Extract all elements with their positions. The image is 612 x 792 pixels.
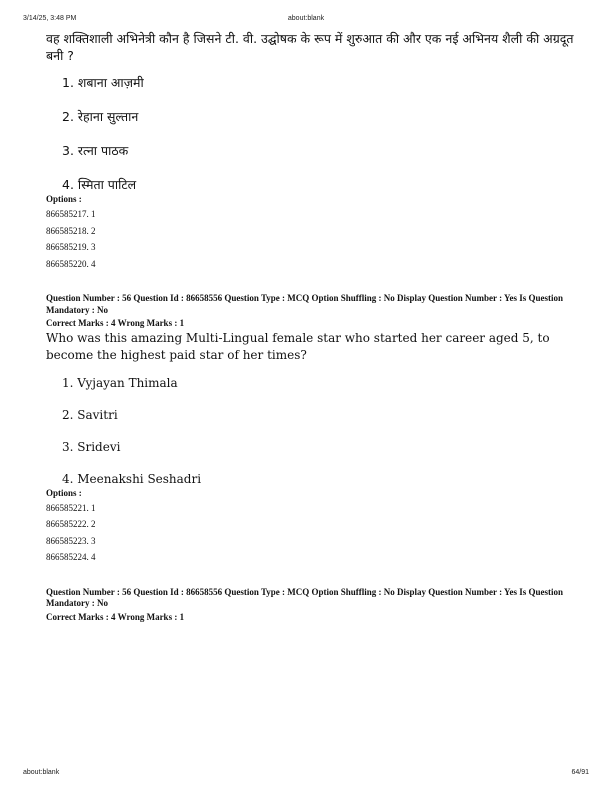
option-id-row: 866585217. 1 <box>46 209 96 219</box>
choice-item: 4. स्मिता पाटिल <box>62 177 137 192</box>
header-url: about:blank <box>287 15 325 22</box>
question-meta: Question Number : 56 Question Id : 86658556 Question Type : MCQ Option Shuffling : No Display Question Number : Yes Is Question Mandatory : No <box>46 293 564 315</box>
choice-item: 2. Savitri <box>62 407 118 422</box>
print-footer <box>0 769 612 779</box>
choice-list-hindi <box>62 74 586 192</box>
question-56-block <box>46 293 586 566</box>
option-id-row: 866585219. 3 <box>46 242 96 252</box>
options-label: Options : <box>46 194 82 204</box>
question-text-hindi: वह शक्तिशाली अभिनेत्री कौन है जिसने टी. वी. उद्घोषक के रूप में शुरुआत की और एक नई अभिनय शैली की अग्रदूत बनी ? <box>46 31 574 63</box>
options-label: Options : <box>46 487 82 498</box>
question-text-english: Who was this amazing Multi-Lingual female star who started her career aged 5, to become the highest paid star of her times? <box>46 330 550 362</box>
print-header <box>0 15 612 25</box>
question-meta: Question Number : 56 Question Id : 86658556 Question Type : MCQ Option Shuffling : No Display Question Number : Yes Is Question Mandatory : No <box>46 586 564 608</box>
choice-item: 1. Vyjayan Thimala <box>62 375 178 390</box>
option-id-row: 866585222. 2 <box>46 519 96 529</box>
choice-item: 3. रत्ना पाठक <box>62 143 129 158</box>
question-56-repeat-block <box>46 587 586 624</box>
question-marks: Correct Marks : 4 Wrong Marks : 1 <box>46 318 185 328</box>
option-id-row: 866585218. 2 <box>46 225 96 236</box>
option-id-row: 866585223. 3 <box>46 535 96 546</box>
choice-item: 2. रेहाना सुल्तान <box>62 109 139 124</box>
page-number: 64/91 <box>571 769 589 776</box>
choice-item: 4. Meenakshi Seshadri <box>62 471 202 486</box>
option-id-row: 866585220. 4 <box>46 258 96 269</box>
question-55-block <box>46 30 586 272</box>
option-id-row: 866585224. 4 <box>46 552 96 562</box>
option-id-row: 866585221. 1 <box>46 502 96 513</box>
footer-url: about:blank <box>23 769 60 776</box>
choice-list-english <box>62 374 586 486</box>
choice-item: 3. Sridevi <box>62 439 121 454</box>
choice-item: 1. शबाना आज़मी <box>62 75 144 90</box>
header-datetime: 3/14/25, 3:48 PM <box>23 15 77 22</box>
page-content <box>46 30 586 623</box>
question-marks: Correct Marks : 4 Wrong Marks : 1 <box>46 611 185 622</box>
